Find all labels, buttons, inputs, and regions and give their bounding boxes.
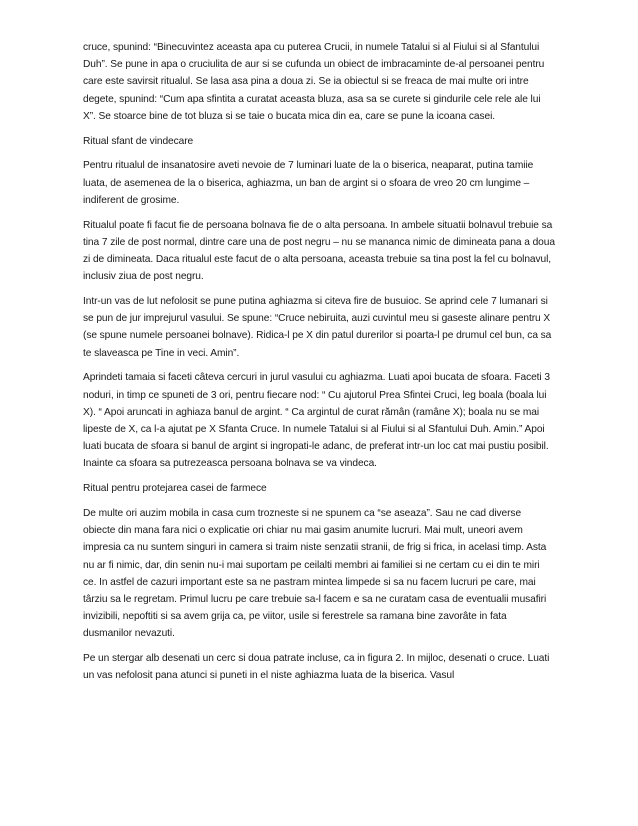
section-heading: Ritual sfant de vindecare xyxy=(83,135,194,147)
section-heading: Ritual pentru protejarea casei de farmece xyxy=(83,483,267,495)
paragraph: Aprindeti tamaia si faceti câteva cercuri in jurul vasului cu aghiazma. Luati apoi bucata de sfoara. Faceti 3 noduri, in timp ce spuneti de 3 ori, pentru fiecare nod: “ Cu ajutorul Prea Sfintei Cruci, leg boala (boala lui X). “ Apoi aruncati in aghiaza banul de argint. “ Ca argintul de curat rămân (ramâne X); boala nu se mai lipeste de X, ca l-a ajutat pe X Sfanta Cruce. In numele Tatalui si al Fiului si al Sfantului Duh. Amin.” Apoi luati bucata de sfoara si banul de argint si ingropati-le adanc, de preferat intr-un loc cat mai pustiu posibil. Inainte ca sfoara sa putrezeasca persoana bolnava se va vindeca. xyxy=(83,372,550,470)
paragraph: Intr-un vas de lut nefolosit se pune putina aghiazma si citeva fire de busuioc. Se aprind cele 7 lumanari si se pun de jur imprejurul vasului. Se spune: “Cruce nebiruita, auzi cuvintul meu si gaseste alinare pentru X (se spune numele persoanei bolnave). Ridica-l pe X din patul durerilor si poarta-l pe drumul cel bun, ca sa te slaveasca pe Tine in veci. Amin”. xyxy=(83,296,552,359)
paragraph: De multe ori auzim mobila in casa cum trozneste si ne spunem ca “se aseaza”. Sau ne cad diverse obiecte din mana fara nici o explicatie ori chiar nu mai gasim anumite lucruri. Mai mult, uneori avem impresia ca nu suntem singuri in camera si traim niste senzatii stranii, de frig si frica, in acelasi timp. Asta nu ar fi nimic, dar, din senin nu-i mai suportam pe ceilalti membri ai familiei si ne certam cu ei din te miri ce. In astfel de cazuri important este sa ne pastram mintea limpede si sa nu facem lucruri pe care, mai târziu sa le regretam. Primul lucru pe care trebuie sa-l facem e sa ne curatam casa de eventualii musafiri invizibili, nepoftiti si sa avem grija ca, pe viitor, usile si ferestrele sa ramana bine zavorâte in fata dusmanilor nevazuti. xyxy=(83,508,547,640)
document-body xyxy=(83,39,555,692)
paragraph: Pe un stergar alb desenati un cerc si doua patrate incluse, ca in figura 2. In mijloc, desenati o cruce. Luati un vas nefolosit pana atunci si puneti in el niste aghiazma luata de la biserica. Vasul xyxy=(83,653,550,682)
paragraph: Ritualul poate fi facut fie de persoana bolnava fie de o alta persoana. In ambele situatii bolnavul trebuie sa tina 7 zile de post normal, dintre care una de post negru – nu se mananca nimic de dimineata pana a doua zi de dimineata. Daca ritualul este facut de o alta persoana, aceasta trebuie sa tina post la fel cu bolnavul, inclusiv ziua de post negru. xyxy=(83,219,555,283)
paragraph: Pentru ritualul de insanatosire aveti nevoie de 7 luminari luate de la o biserica, neaparat, putina tamiie luata, de asemenea de la o biserica, aghiazma, un ban de argint si o sfoara de vreo 20 cm lungime – indiferent de grosime. xyxy=(83,160,534,206)
paragraph: cruce, spunind: “Binecuvintez aceasta apa cu puterea Crucii, in numele Tatalui si al Fiului si al Sfantului Duh”. Se pune in apa o cruciulita de aur si se cufunda un obiect de imbracaminte de-al persoanei pentru care este savirsit ritualul. Se lasa asa pina a doua zi. Se ia obiectul si se freaca de mai multe ori intre degete, spunind: “Cum apa sfintita a curatat aceasta bluza, asa sa se curete si gindurile cele rele ale lui X”. Se stoarce bine de tot bluza si se taie o bucata mica din ea, care se pune la icoana casei. xyxy=(83,42,545,122)
